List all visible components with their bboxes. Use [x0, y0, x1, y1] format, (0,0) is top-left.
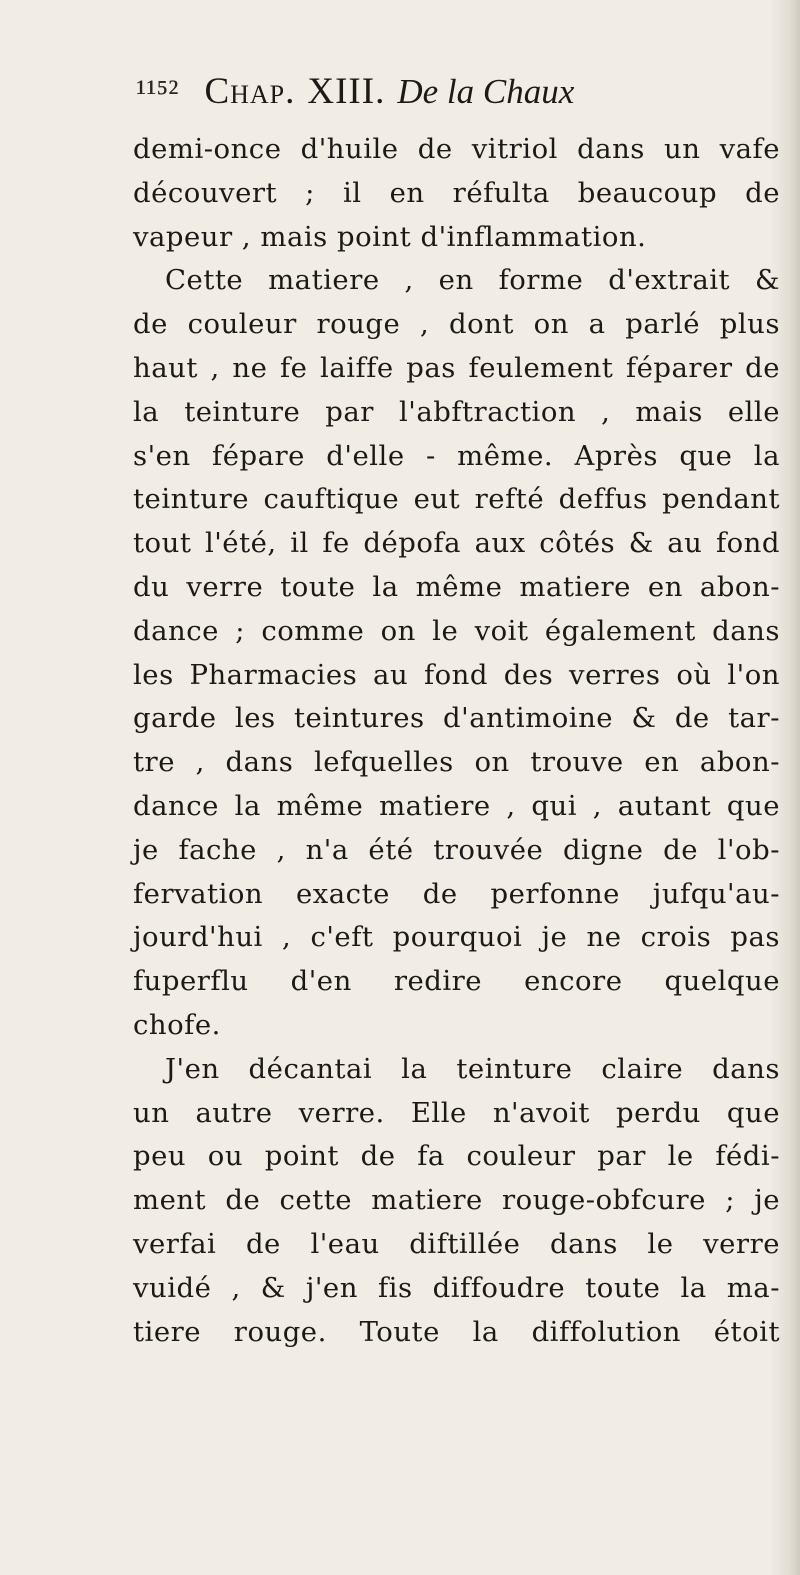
- text-line: je fache , n'a été trouvée digne de l'ob-: [133, 833, 780, 866]
- running-header: [136, 70, 574, 120]
- text-line: un autre verre. Elle n'avoit perdu que: [133, 1096, 780, 1129]
- text-line: peu ou point de fa couleur par le fédi-: [133, 1140, 780, 1173]
- text-line: ment de cette matiere rouge-obfcure ; je: [133, 1184, 780, 1217]
- text-line: tre , dans lefquelles on trouve en abon-: [133, 746, 780, 779]
- paragraph-start: J'en décantai la teinture claire dans: [165, 1052, 780, 1085]
- text-line: les Pharmacies au fond des verres où l'on: [133, 658, 780, 691]
- text-line: demi-once d'huile de vitriol dans un vafe: [133, 133, 780, 165]
- running-title: De la Chaux: [397, 72, 575, 111]
- text-line: la teinture par l'abftraction , mais elle: [133, 395, 780, 428]
- text-line: verfai de l'eau diftillée dans le verre: [133, 1227, 780, 1260]
- text-line: haut , ne fe laiffe pas feulement féparer de: [133, 351, 780, 384]
- text-line: fuperflu d'en redire encore quelque: [133, 965, 780, 998]
- text-line: chofe.: [133, 1008, 221, 1041]
- page-number: ¹¹⁵²: [136, 74, 179, 111]
- text-line: tiere rouge. Toute la diffolution étoit: [133, 1315, 780, 1348]
- text-line: teinture cauftique eut refté deffus pendant: [133, 483, 780, 516]
- chapter-number: XIII.: [307, 71, 386, 112]
- chapter-label: Chap.: [204, 71, 296, 112]
- body-text: [133, 128, 780, 1354]
- paragraph-start: Cette matiere , en forme d'extrait &: [165, 264, 780, 297]
- text-line: de couleur rouge , dont on a parlé plus: [133, 308, 780, 341]
- text-line: s'en fépare d'elle - même. Après que la: [133, 439, 780, 472]
- text-line: jourd'hui , c'eft pourquoi je ne crois pas: [133, 921, 780, 954]
- text-line: vapeur , mais point d'inflammation.: [133, 220, 647, 253]
- text-line: dance la même matiere , qui , autant que: [133, 789, 780, 822]
- text-line: tout l'été, il fe dépofa aux côtés & au fond: [133, 527, 780, 560]
- text-line: du verre toute la même matiere en abon-: [133, 570, 780, 603]
- text-line: garde les teintures d'antimoine & de tar-: [133, 702, 780, 735]
- text-line: découvert ; il en réfulta beaucoup de: [133, 176, 780, 209]
- text-line: dance ; comme on le voit également dans: [133, 614, 780, 647]
- text-line: fervation exacte de perfonne jufqu'au-: [133, 877, 780, 910]
- text-line: vuidé , & j'en fis diffoudre toute la ma-: [133, 1271, 780, 1304]
